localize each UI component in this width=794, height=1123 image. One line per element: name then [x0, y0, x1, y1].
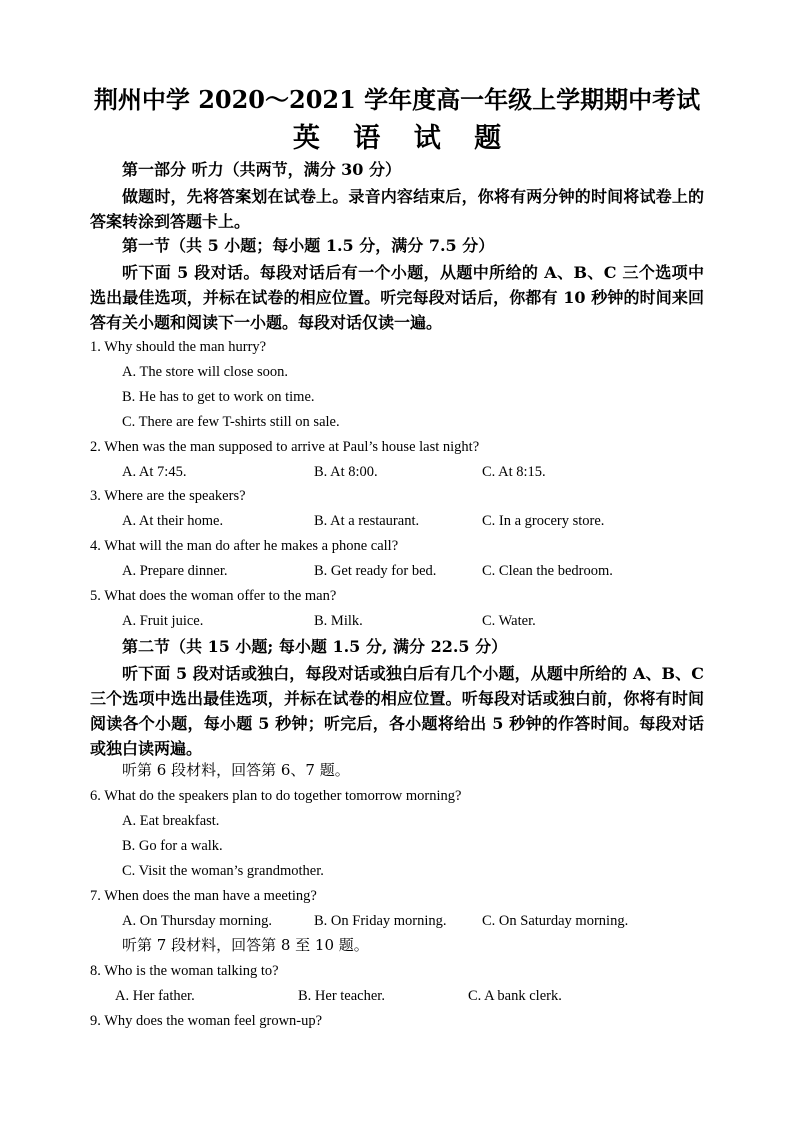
question-6-option-c: C. Visit the woman’s grandmother.: [122, 863, 324, 879]
question-1-option-b: B. He has to get to work on time.: [122, 389, 315, 405]
part1-instructions: 做题时，先将答案划在试卷上。录音内容结束后，你将有两分钟的时间将试卷上的答案转涂到答题卡上。: [90, 187, 704, 231]
question-9-stem: 9. Why does the woman feel grown-up?: [90, 1013, 323, 1029]
question-8-option-c: C. A bank clerk.: [468, 988, 562, 1004]
question-3-stem: 3. Where are the speakers?: [90, 488, 246, 504]
question-4-option-b: B. Get ready for bed.: [314, 563, 437, 579]
question-8-option-b: B. Her teacher.: [298, 988, 385, 1004]
question-6-stem: 6. What do the speakers plan to do together tomorrow morning?: [90, 788, 462, 804]
material-6-note: 听第 6 段材料，回答第 6、7 题。: [122, 761, 350, 779]
question-1-option-c: C. There are few T-shirts still on sale.: [122, 414, 340, 430]
question-3-option-b: B. At a restaurant.: [314, 513, 420, 529]
section1-instructions: 听下面 5 段对话。每段对话后有一个小题，从题中所给的 A、B、C 三个选项中选出最佳选项，并标在试卷的相应位置。听完每段对话后，你都有 10 秒钟的时间来回答有关小题和阅读下一小题。每段对话仅读一遍。: [90, 263, 704, 332]
question-1-stem: 1. Why should the man hurry?: [90, 339, 267, 355]
question-8-stem: 8. Who is the woman talking to?: [90, 963, 279, 979]
question-7-option-b: B. On Friday morning.: [314, 913, 447, 929]
question-5-option-c: C. Water.: [482, 613, 536, 629]
question-4-option-c: C. Clean the bedroom.: [482, 563, 613, 579]
question-6-option-b: B. Go for a walk.: [122, 838, 223, 854]
question-5-option-a: A. Fruit juice.: [122, 613, 204, 629]
question-4-option-a: A. Prepare dinner.: [122, 563, 228, 579]
question-2-option-b: B. At 8:00.: [314, 464, 378, 480]
section2-instructions: 听下面 5 段对话或独白，每段对话或独白后有几个小题，从题中所给的 A、B、C 三个选项中选出最佳选项，并标在试卷的相应位置。听每段对话或独白前，你将有时间阅读各个小题，每小题 5 秒钟；听完后，各小题将给出 5 秒钟的作答时间。每段对话或独白读两遍。: [90, 664, 704, 758]
question-1-option-a: A. The store will close soon.: [122, 364, 289, 380]
question-3-option-c: C. In a grocery store.: [482, 513, 605, 529]
question-6-option-a: A. Eat breakfast.: [122, 813, 220, 829]
question-7-stem: 7. When does the man have a meeting?: [90, 888, 317, 904]
question-2-option-a: A. At 7:45.: [122, 464, 187, 480]
exam-title: 荆州中学 2020～2021 学年度高一年级上学期期中考试: [93, 85, 701, 114]
question-7-option-a: A. On Thursday morning.: [122, 913, 272, 929]
question-2-stem: 2. When was the man supposed to arrive at Paul’s house last night?: [90, 439, 480, 455]
question-7-option-c: C. On Saturday morning.: [482, 913, 629, 929]
part1-heading: 第一部分 听力（共两节，满分 30 分）: [122, 160, 401, 179]
material-7-note: 听第 7 段材料，回答第 8 至 10 题。: [122, 936, 369, 954]
exam-subtitle: 英 语 试 题: [292, 123, 514, 154]
question-4-stem: 4. What will the man do after he makes a phone call?: [90, 538, 399, 554]
section1-heading: 第一节（共 5 小题；每小题 1.5 分，满分 7.5 分）: [122, 236, 495, 255]
question-5-option-b: B. Milk.: [314, 613, 363, 629]
question-5-stem: 5. What does the woman offer to the man?: [90, 588, 337, 604]
question-8-option-a: A. Her father.: [115, 988, 195, 1004]
question-3-option-a: A. At their home.: [122, 513, 224, 529]
question-2-option-c: C. At 8:15.: [482, 464, 546, 480]
section2-heading: 第二节（共 15 小题; 每小题 1.5 分, 满分 22.5 分）: [122, 637, 508, 656]
